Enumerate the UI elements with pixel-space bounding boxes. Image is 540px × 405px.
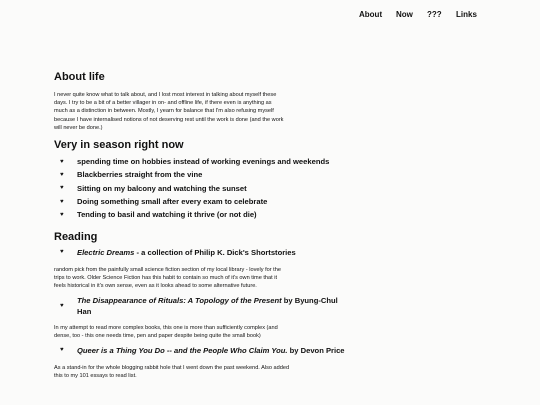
book-description: As a stand-in for the whole blogging rabbit hole that I went down the past weekend. Also added this to my 101 essays to read list. [54,364,290,379]
nav-links-link[interactable]: Links [456,10,477,19]
book-author: by Byung-Chul Han [76,296,338,317]
heart-icon: ♥ [60,211,64,218]
book-author: by Devon Price [287,345,345,355]
season-item [54,182,354,195]
book-title: The Disappearance of Rituals: A Topology of the Present [76,296,282,306]
season-item-text: Tending to basil and watching it thrive (or not die) [77,210,257,220]
heart-icon: ♥ [60,249,64,255]
season-item [54,195,354,208]
book-description: In my attempt to read more complex books, this one is more than sufficiently complex (and dense, too - this one needs time, pen and paper despite being quite the small book) [54,325,278,340]
main-content [54,70,354,380]
heart-icon: ♥ [60,198,64,205]
top-nav [359,10,477,19]
book-author: - a collection of Philip K. Dick's Shortstories [134,247,296,257]
season-item-text: spending time on hobbies instead of working evenings and weekends [77,157,330,167]
heart-icon: ♥ [60,185,64,192]
season-item [54,208,354,221]
season-item [54,155,354,168]
about-heading: About life [54,71,105,83]
book-entry [54,247,354,258]
season-item [54,168,354,181]
nav-mystery-link[interactable]: ??? [427,10,442,19]
heart-icon: ♥ [60,303,64,310]
season-item-text: Doing something small after every exam to celebrate [77,196,268,206]
book-entry [54,345,354,356]
heart-icon: ♥ [60,347,64,354]
book-title: Queer is a Thing You Do -- and the People Who Claim You. [77,345,288,355]
heart-icon: ♥ [60,171,64,178]
season-item-text: Sitting on my balcony and watching the sunset [77,183,247,193]
book-description: random pick from the painfully small science fiction section of my local library - lovely for the trips to work. Older Science Fiction has this habit to contain so much of it's own time that it feels historical in it's own sense, even as it looks ahead to some alternative future. [54,266,281,289]
book-title: Electric Dreams [77,247,135,257]
book-entry [54,295,354,317]
reading-heading: Reading [54,230,98,243]
heart-icon: ♥ [60,158,64,165]
season-heading: Very in season right now [54,139,184,152]
nav-now-link[interactable]: Now [396,10,413,19]
season-item-text: Blackberries straight from the vine [77,170,203,180]
season-list [54,155,354,221]
about-paragraph: I never quite know what to talk about, and I lost most interest in talking about myself these days. I try to be a bit of a better villager in on- and offline life, if there even is anything as much as a distinction in between. Mostly, I yearn for balance that I'm also refusing myself because I have internalised notions of not deserving rest until the work is done (and the work will never be done.) [54,92,284,131]
nav-about-link[interactable]: About [359,10,383,19]
